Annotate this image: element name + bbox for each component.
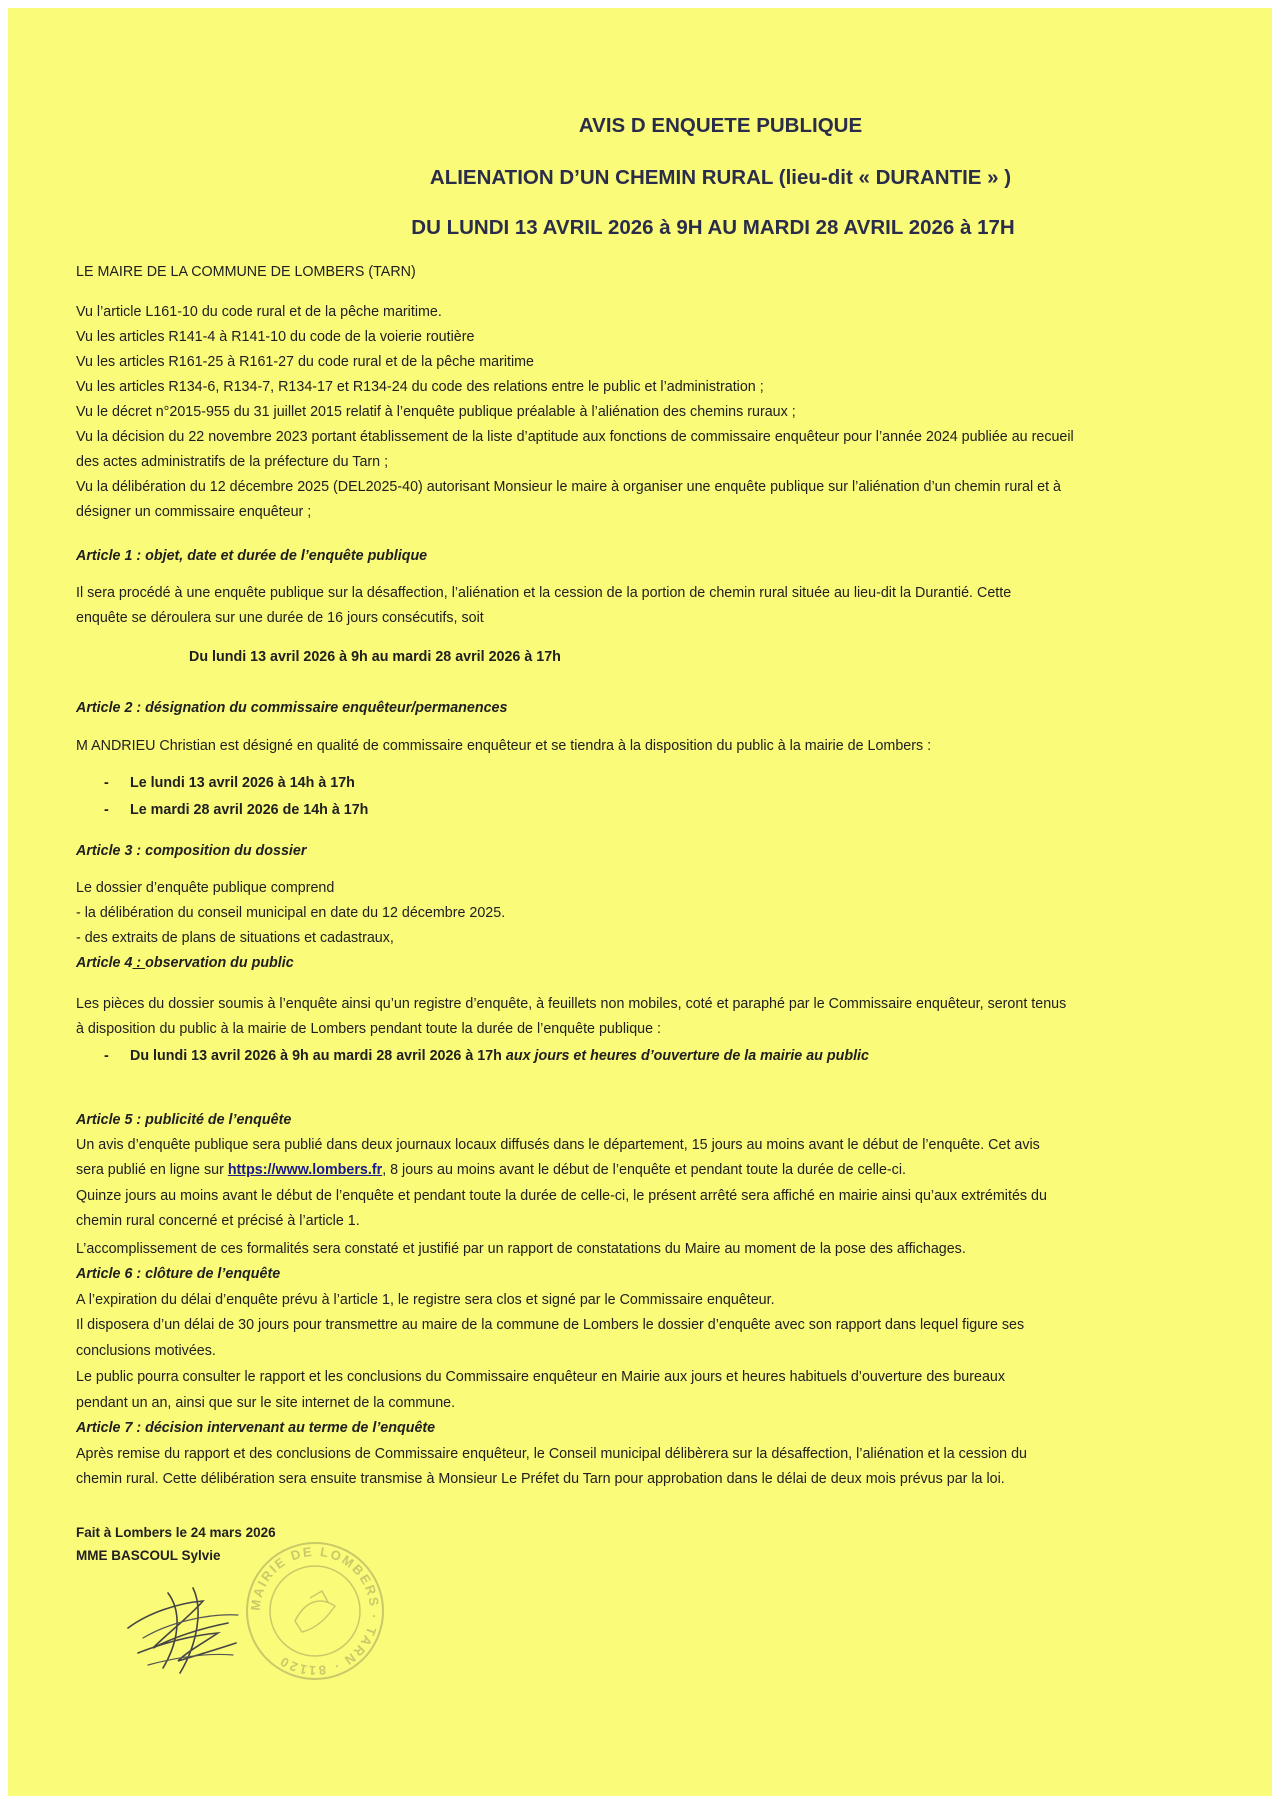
considerant-line: Vu la décision du 22 novembre 2023 portant établissement de la liste d’aptitude aux fonctions de commissaire enquêteur pour l’année 2024 publiée au recueil [76,429,1074,445]
article-4-text: Les pièces du dossier soumis à l’enquête ainsi qu’un registre d’enquête, à feuillets non mobiles, coté et paraphé par le Commissaire enquêteur, seront tenus [76,996,1067,1012]
article-6-text: Il disposera d’un délai de 30 jours pour transmettre au maire de la commune de Lombers le dossier d’enquête avec son rapport dans lequel figure ses [76,1317,1025,1333]
permanence-item [104,798,368,823]
notice-title: AVIS D ENQUETE PUBLIQUE [578,114,863,137]
considerant-line: Vu les articles R141-4 à R141-10 du code de la voierie routière [76,329,475,345]
considerant-line: Vu la délibération du 12 décembre 2025 (DEL2025-40) autorisant Monsieur le maire à organiser une enquête publique sur l’aliénation d’un chemin rural et à [76,479,1061,495]
article-1-text: enquête se déroulera sur une durée de 16 jours consécutifs, soit [76,610,484,626]
article-3-title: Article 3 : composition du dossier [76,843,307,859]
permanence-date: Le mardi 28 avril 2026 de 14h à 17h [130,802,369,818]
considerant-line: Vu les articles R161-25 à R161-27 du code rural et de la pêche maritime [76,354,535,370]
article-5-text [76,1158,906,1183]
list-dash: - [104,1048,109,1064]
article-6-text: Le public pourra consulter le rapport et les conclusions du Commissaire enquêteur en Mairie aux jours et heures habituels d’ouverture des bureaux [76,1369,1006,1385]
article-5-text: Quinze jours au moins avant le début de l’enquête et pendant toute la durée de celle-ci, le présent arrêté sera affiché en mairie ainsi qu’aux extrémités du [76,1188,1047,1204]
article-5-title: Article 5 : publicité de l’enquête [76,1112,292,1128]
considerant-line: Vu les articles R134-6, R134-7, R134-17 et R134-24 du code des relations entre le public et l’administration ; [76,379,764,395]
permanence-date: Le lundi 13 avril 2026 à 14h à 17h [130,775,355,791]
considerant-line: des actes administratifs de la préfecture du Tarn ; [76,454,389,470]
article-5-text-post: , 8 jours au moins avant le début de l’enquête et pendant toute la durée de celle-ci. [382,1162,906,1178]
period-hours: aux jours et heures d’ouverture de la mairie au public [501,1048,869,1064]
signature-place-date: Fait à Lombers le 24 mars 2026 [76,1525,276,1540]
article-5-text: Un avis d’enquête publique sera publié dans deux journaux locaux diffusés dans le département, 15 jours au moins avant le début de l’enquête. Cet avis [76,1137,1040,1153]
article-1-text: Il sera procédé à une enquête publique sur la désaffection, l’aliénation et la cession de la portion de chemin rural située au lieu-dit la Durantié. Cette [76,585,1012,601]
considerant-line: Vu l’article L161-10 du code rural et de la pêche maritime. [76,304,442,320]
article-4-period [104,1044,869,1069]
article-5-text: chemin rural concerné et précisé à l’article 1. [76,1213,360,1229]
notice-subtitle: ALIENATION D’UN CHEMIN RURAL (lieu-dit « DURANTIE » ) [429,166,1012,189]
article-6-title: Article 6 : clôture de l’enquête [76,1266,281,1282]
article-2-title: Article 2 : désignation du commissaire enquêteur/permanences [76,700,508,716]
article-7-text: Après remise du rapport et des conclusions de Commissaire enquêteur, le Conseil municipal délibèrera sur la désaffection, l’aliénation et la cession du [76,1446,1027,1462]
article-6-text: conclusions motivées. [76,1343,216,1359]
article-3-text: Le dossier d’enquête publique comprend [76,880,335,896]
article-4-text: à disposition du public à la mairie de Lombers pendant toute la durée de l’enquête publique : [76,1021,661,1037]
article-4-title [76,951,294,976]
article-5-text-pre: sera publié en ligne sur [76,1162,228,1178]
article-4-heading: observation du public [145,955,294,971]
article-1-period: Du lundi 13 avril 2026 à 9h au mardi 28 avril 2026 à 17h [189,649,561,665]
article-1-title: Article 1 : objet, date et durée de l’enquête publique [76,548,428,564]
website-link[interactable]: https://www.lombers.fr [227,1162,383,1178]
article-7-text: chemin rural. Cette délibération sera ensuite transmise à Monsieur Le Préfet du Tarn pour approbation dans le délai de deux mois prévus par la loi. [76,1471,1005,1487]
authority-line: LE MAIRE DE LA COMMUNE DE LOMBERS (TARN) [76,264,416,280]
permanence-item [104,771,355,796]
article-5-text: L’accomplissement de ces formalités sera constaté et justifié par un rapport de constatations du Maire au moment de la pose des affichages. [76,1241,966,1257]
notice-dates: DU LUNDI 13 AVRIL 2026 à 9H AU MARDI 28 AVRIL 2026 à 17H [411,216,1015,239]
stamp-text: MAIRIE DE LOMBERS · TARN · 81120 [247,1543,383,1679]
considerant-line: désigner un commissaire enquêteur ; [76,504,312,520]
handwritten-signature [108,1573,258,1683]
mairie-stamp [240,1536,390,1686]
article-3-text: - la délibération du conseil municipal en date du 12 décembre 2025. [76,905,506,921]
period-dates: Du lundi 13 avril 2026 à 9h au mardi 28 avril 2026 à 17h [130,1048,502,1064]
article-6-text: A l’expiration du délai d’enquête prévu à l’article 1, le registre sera clos et signé par le Commissaire enquêteur. [76,1292,775,1308]
article-6-text: pendant un an, ainsi que sur le site internet de la commune. [76,1395,456,1411]
article-4-label: Article 4 [76,955,133,971]
considerant-line: Vu le décret n°2015-955 du 31 juillet 2015 relatif à l’enquête publique préalable à l’aliénation des chemins ruraux ; [76,404,796,420]
article-2-text: M ANDRIEU Christian est désigné en qualité de commissaire enquêteur et se tiendra à la disposition du public à la mairie de Lombers : [76,738,932,754]
svg-text:MAIRIE DE LOMBERS · TARN · 811 [248,1544,382,1678]
signature-name: MME BASCOUL Sylvie [76,1548,221,1563]
article-4-colon: : [132,955,146,971]
list-dash: - [104,802,109,818]
list-dash: - [104,775,109,791]
article-7-title: Article 7 : décision intervenant au terme de l’enquête [76,1420,436,1436]
article-3-text: - des extraits de plans de situations et cadastraux, [76,930,394,946]
